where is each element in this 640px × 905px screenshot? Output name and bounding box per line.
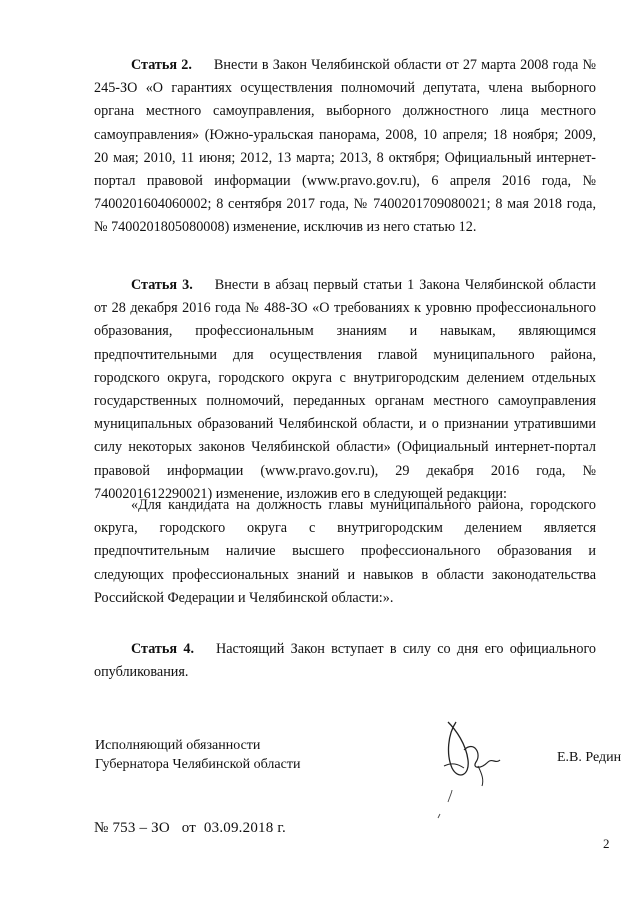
article-3 <box>94 274 596 506</box>
article-2-heading: Статья 2. <box>131 57 192 73</box>
article-2-text: Внести в Закон Челябинской области от 27 марта 2008 года № 245-ЗО «О гарантиях осуществления полномочий депутата, члена выборного органа местного самоуправления, выборного должностного лица местного самоуправления» (Южно-уральская панорама, 2008, 10 апреля; 18 ноября; 2009, 20 мая; 2010, 11 июня; 2012, 13 марта; 2013, 8 октября; Официальный интернет-портал правовой информации (www.pravo.gov.ru), 6 апреля 2016 года, № 7400201604060002; 8 сентября 2017 года, № 7400201709080021; 8 мая 2018 года, № 7400201805080008) изменение, исключив из него статью 12. <box>94 57 597 236</box>
article-4-heading: Статья 4. <box>131 641 195 657</box>
law-number: № 753 – ЗО от 03.09.2018 г. <box>94 820 286 836</box>
article-4 <box>94 638 596 684</box>
article-3-heading: Статья 3. <box>131 277 193 293</box>
article-3-text: Внести в абзац первый статьи 1 Закона Челябинской области от 28 декабря 2016 года № 488-ЗО «О требованиях к уровню профессионального образования, профессиональным знаниям и навыкам, являющимся предпочтительными для осуществления главой муниципального района, городского округа, городского округа с внутригородским делением отдельных государственных полномочий, переданных органам местного самоуправления муниципальных образований Челябинской области, и о признании утратившими силу некоторых законов Челябинской области» (Официальный интернет-портал правовой информации (www.pravo.gov.ru), 29 декабря 2016 года, № 7400201612290021) изменение, изложив его в следующей редакции: <box>94 277 597 502</box>
signatory-name: Е.В. Редин <box>557 750 622 765</box>
page-number: 2 <box>603 836 610 851</box>
signatory-title <box>95 736 300 774</box>
signatory-title-line-2: Губернатора Челябинской области <box>95 757 301 772</box>
handwritten-signature <box>418 710 548 840</box>
article-2 <box>94 54 596 240</box>
signatory-title-line-1: Исполняющий обязанности <box>95 738 261 753</box>
article-4-text: Настоящий Закон вступает в силу со дня его официального опубликования. <box>94 641 596 681</box>
article-3-quote: «Для кандидата на должность главы муниципального района, городского округа, городского округа с внутригородским делением является предпочтительным наличие высшего профессионального образования и следующих профессиональных знаний и навыков в области законодательства Российской Федерации и Челябинской области:». <box>94 497 596 606</box>
